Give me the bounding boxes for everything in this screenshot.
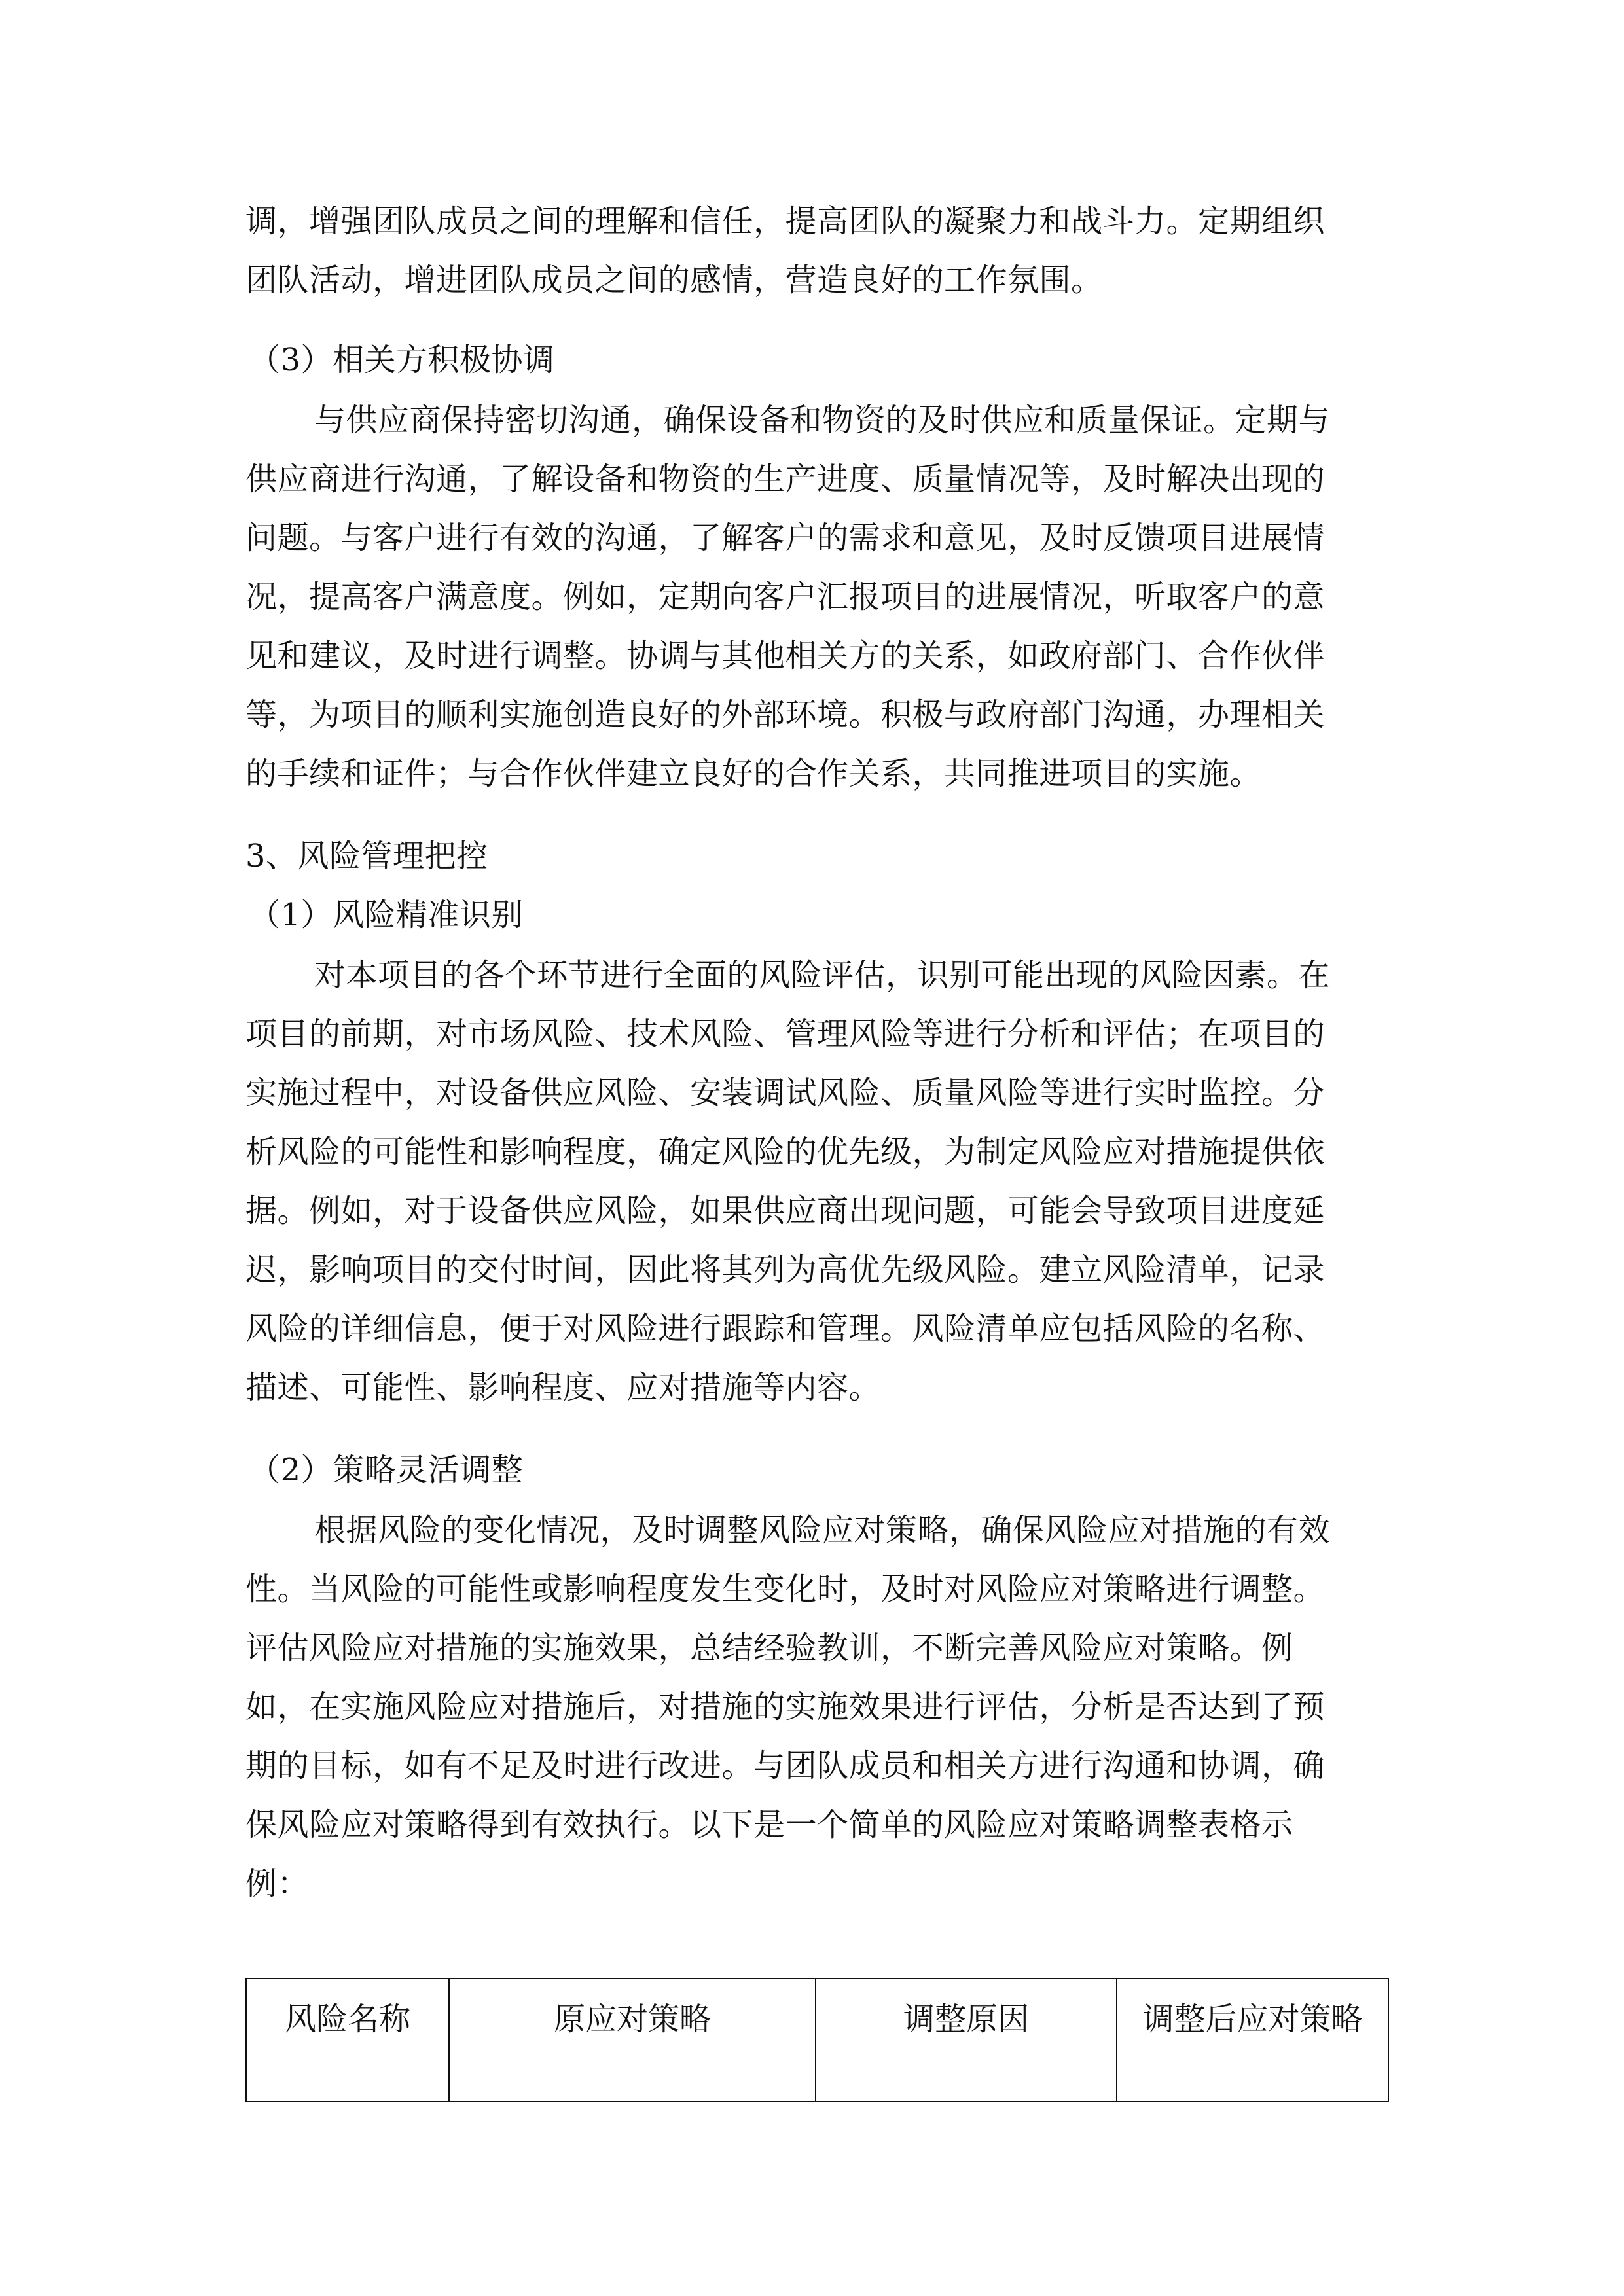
- text-line: 评估风险应对措施的实施效果，总结经验教训，不断完善风险应对策略。例: [245, 1630, 1293, 1666]
- section-heading: 3、风险管理把控: [245, 838, 488, 874]
- text-line: 性。当风险的可能性或影响程度发生变化时，及时对风险应对策略进行调整。: [245, 1571, 1326, 1607]
- table-header-cell: 调整原因: [816, 1979, 1117, 2102]
- text-line: 团队活动，增进团队成员之间的感情，营造良好的工作氛围。: [245, 262, 1103, 298]
- text-line: 描述、可能性、影响程度、应对措施等内容。: [245, 1369, 881, 1406]
- text-line: 迟，影响项目的交付时间，因此将其列为高优先级风险。建立风险清单，记录: [245, 1251, 1326, 1288]
- text-line: 析风险的可能性和影响程度，确定风险的优先级，为制定风险应对措施提供依: [245, 1134, 1326, 1170]
- table-header-cell: 调整后应对策略: [1117, 1979, 1388, 2102]
- text-line: 风险的详细信息，便于对风险进行跟踪和管理。风险清单应包括风险的名称、: [245, 1310, 1326, 1347]
- subsection-heading: （2）策略灵活调整: [249, 1452, 524, 1488]
- subsection-heading: （3）相关方积极协调: [249, 342, 555, 378]
- text-line: 调，增强团队成员之间的理解和信任，提高团队的凝聚力和战斗力。定期组织: [245, 203, 1326, 240]
- text-line: 等，为项目的顺利实施创造良好的外部环境。积极与政府部门沟通，办理相关: [245, 696, 1326, 733]
- text-line: 对本项目的各个环节进行全面的风险评估，识别可能出现的风险因素。在: [314, 957, 1331, 994]
- text-line: 问题。与客户进行有效的沟通，了解客户的需求和意见，及时反馈项目进展情: [245, 520, 1326, 556]
- table-header-cell: 风险名称: [246, 1979, 449, 2102]
- text-line: 保风险应对策略得到有效执行。以下是一个简单的风险应对策略调整表格示: [245, 1806, 1293, 1843]
- text-line: 期的目标，如有不足及时进行改进。与团队成员和相关方进行沟通和协调，确: [245, 1748, 1326, 1784]
- text-line: 例：: [245, 1865, 310, 1902]
- table-header-row: [246, 1979, 1388, 2102]
- subsection-heading: （1）风险精准识别: [249, 897, 524, 933]
- text-line: 项目的前期，对市场风险、技术风险、管理风险等进行分析和评估；在项目的: [245, 1016, 1326, 1052]
- risk-strategy-table: [245, 1978, 1389, 2102]
- text-line: 见和建议，及时进行调整。协调与其他相关方的关系，如政府部门、合作伙伴: [245, 637, 1326, 674]
- text-line: 根据风险的变化情况，及时调整风险应对策略，确保风险应对措施的有效: [314, 1512, 1331, 1549]
- text-line: 实施过程中，对设备供应风险、安装调试风险、质量风险等进行实时监控。分: [245, 1075, 1326, 1111]
- text-line: 据。例如，对于设备供应风险，如果供应商出现问题，可能会导致项目进度延: [245, 1193, 1326, 1229]
- text-line: 的手续和证件；与合作伙伴建立良好的合作关系，共同推进项目的实施。: [245, 755, 1262, 792]
- text-line: 如，在实施风险应对措施后，对措施的实施效果进行评估，分析是否达到了预: [245, 1689, 1326, 1725]
- text-line: 与供应商保持密切沟通，确保设备和物资的及时供应和质量保证。定期与: [314, 402, 1331, 439]
- text-line: 况，提高客户满意度。例如，定期向客户汇报项目的进展情况，听取客户的意: [245, 579, 1326, 615]
- text-line: 供应商进行沟通，了解设备和物资的生产进度、质量情况等，及时解决出现的: [245, 461, 1326, 497]
- table-header-cell: 原应对策略: [449, 1979, 816, 2102]
